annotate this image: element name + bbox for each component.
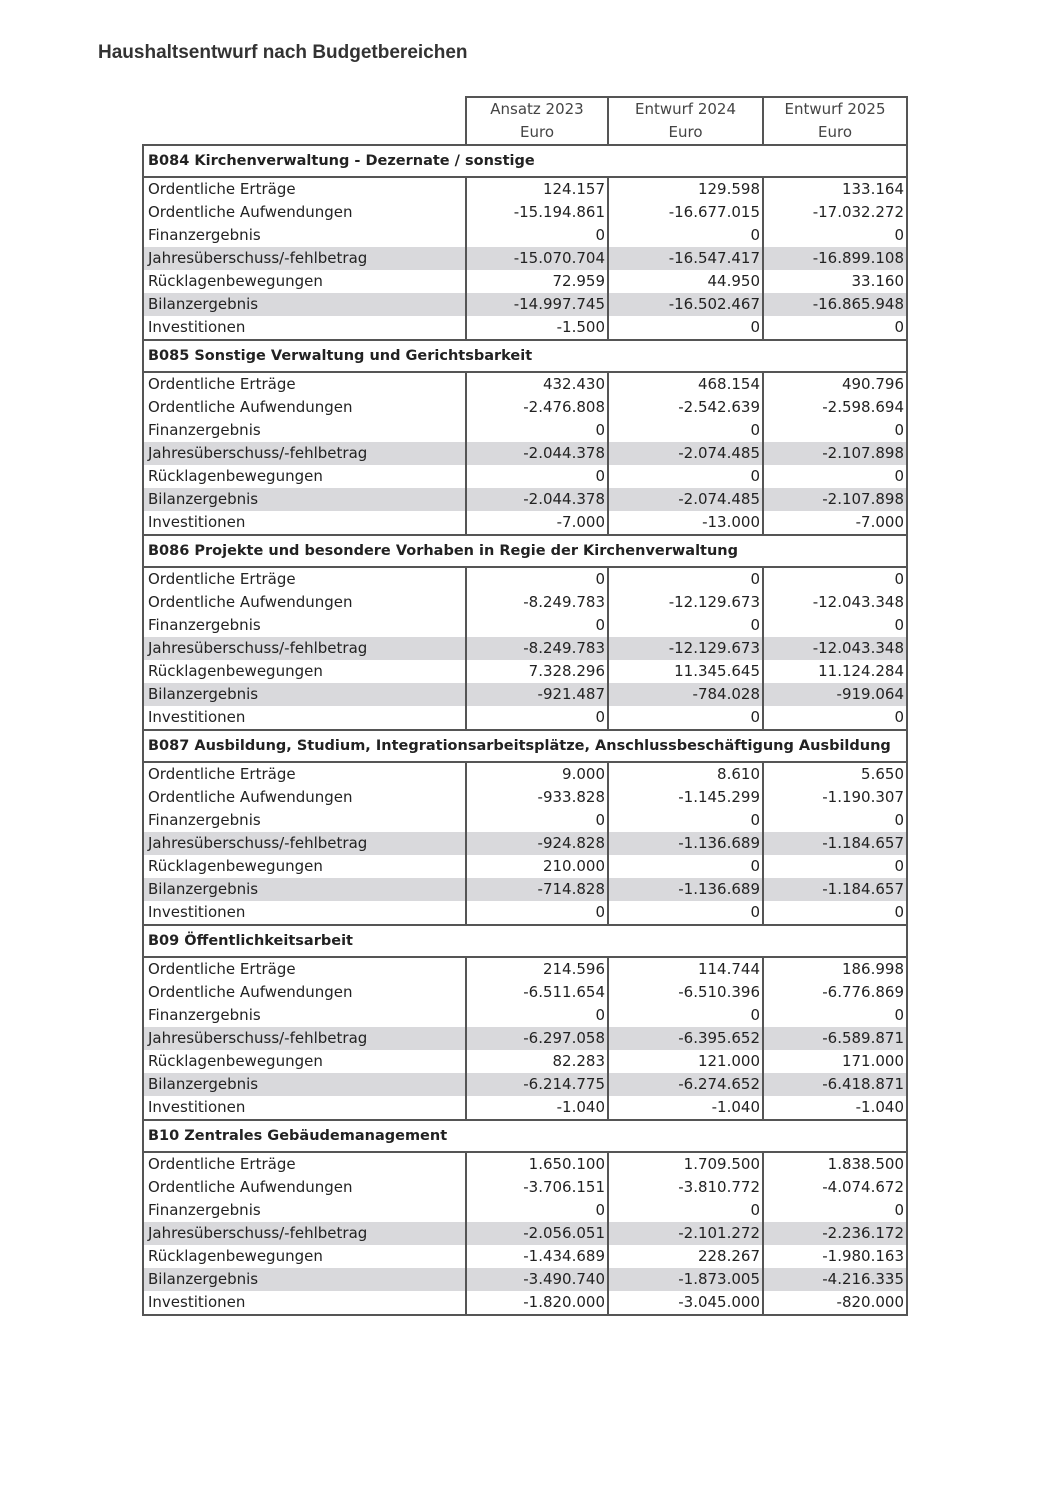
budget-table-body: [143, 97, 907, 1315]
row-value: -6.776.869: [763, 981, 907, 1004]
table-row: [143, 591, 907, 614]
table-row: [143, 1268, 907, 1291]
table-row: [143, 1027, 907, 1050]
section-header-row: [143, 1120, 907, 1152]
row-value: 0: [466, 614, 608, 637]
header-row-unit: [143, 121, 907, 145]
row-label: Finanzergebnis: [143, 419, 466, 442]
row-value: 214.596: [466, 957, 608, 981]
row-value: 1.650.100: [466, 1152, 608, 1176]
row-value: 0: [608, 855, 763, 878]
table-row: [143, 1073, 907, 1096]
row-value: 0: [763, 706, 907, 730]
row-label: Ordentliche Erträge: [143, 762, 466, 786]
row-value: -6.297.058: [466, 1027, 608, 1050]
column-unit: Euro: [763, 121, 907, 145]
row-label: Bilanzergebnis: [143, 683, 466, 706]
table-row: [143, 901, 907, 925]
row-label: Ordentliche Erträge: [143, 1152, 466, 1176]
row-label: Rücklagenbewegungen: [143, 270, 466, 293]
column-header-ansatz-2023: Ansatz 2023: [466, 97, 608, 121]
row-value: 33.160: [763, 270, 907, 293]
row-value: -924.828: [466, 832, 608, 855]
row-value: -714.828: [466, 878, 608, 901]
row-label: Bilanzergebnis: [143, 1073, 466, 1096]
table-row: [143, 1245, 907, 1268]
table-row: [143, 293, 907, 316]
row-label: Ordentliche Aufwendungen: [143, 396, 466, 419]
table-row: [143, 706, 907, 730]
row-value: -933.828: [466, 786, 608, 809]
row-value: 11.124.284: [763, 660, 907, 683]
row-label: Bilanzergebnis: [143, 293, 466, 316]
column-header-entwurf-2025: Entwurf 2025: [763, 97, 907, 121]
row-value: -3.045.000: [608, 1291, 763, 1315]
row-value: -1.500: [466, 316, 608, 340]
row-value: 121.000: [608, 1050, 763, 1073]
section-header-row: [143, 730, 907, 762]
table-row: [143, 224, 907, 247]
table-row: [143, 247, 907, 270]
row-label: Rücklagenbewegungen: [143, 660, 466, 683]
row-label: Ordentliche Erträge: [143, 177, 466, 201]
row-value: -6.395.652: [608, 1027, 763, 1050]
row-value: 0: [763, 419, 907, 442]
row-value: 0: [466, 419, 608, 442]
row-value: -1.820.000: [466, 1291, 608, 1315]
section-header-row: [143, 145, 907, 177]
row-label: Rücklagenbewegungen: [143, 855, 466, 878]
row-value: -784.028: [608, 683, 763, 706]
row-value: 0: [466, 1004, 608, 1027]
row-value: -820.000: [763, 1291, 907, 1315]
row-value: 8.610: [608, 762, 763, 786]
row-value: 0: [608, 1004, 763, 1027]
section-header-row: [143, 535, 907, 567]
row-label: Ordentliche Erträge: [143, 372, 466, 396]
row-value: -2.044.378: [466, 488, 608, 511]
row-value: -7.000: [763, 511, 907, 535]
row-value: 0: [466, 706, 608, 730]
table-row: [143, 809, 907, 832]
row-value: 0: [466, 1199, 608, 1222]
row-value: -2.074.485: [608, 442, 763, 465]
section-header-row: [143, 340, 907, 372]
header-corner-unit: [143, 121, 466, 145]
column-unit: Euro: [466, 121, 608, 145]
table-row: [143, 372, 907, 396]
row-value: -1.184.657: [763, 832, 907, 855]
row-value: 0: [763, 567, 907, 591]
row-value: 0: [608, 567, 763, 591]
row-label: Rücklagenbewegungen: [143, 1245, 466, 1268]
row-label: Finanzergebnis: [143, 1004, 466, 1027]
row-value: -1.434.689: [466, 1245, 608, 1268]
row-value: 5.650: [763, 762, 907, 786]
row-value: -17.032.272: [763, 201, 907, 224]
row-value: 0: [466, 901, 608, 925]
table-row: [143, 396, 907, 419]
row-label: Finanzergebnis: [143, 614, 466, 637]
table-row: [143, 1291, 907, 1315]
row-label: Investitionen: [143, 316, 466, 340]
row-label: Rücklagenbewegungen: [143, 465, 466, 488]
row-value: 0: [466, 567, 608, 591]
row-value: -8.249.783: [466, 591, 608, 614]
table-row: [143, 1096, 907, 1120]
table-row: [143, 683, 907, 706]
row-value: 0: [466, 809, 608, 832]
row-value: 0: [608, 224, 763, 247]
row-label: Ordentliche Aufwendungen: [143, 591, 466, 614]
table-row: [143, 1176, 907, 1199]
row-value: 432.430: [466, 372, 608, 396]
row-value: -4.216.335: [763, 1268, 907, 1291]
row-value: 44.950: [608, 270, 763, 293]
row-label: Bilanzergebnis: [143, 488, 466, 511]
row-value: -4.074.672: [763, 1176, 907, 1199]
row-label: Finanzergebnis: [143, 1199, 466, 1222]
row-value: -7.000: [466, 511, 608, 535]
table-row: [143, 511, 907, 535]
row-value: -12.043.348: [763, 591, 907, 614]
row-value: -6.418.871: [763, 1073, 907, 1096]
row-label: Jahresüberschuss/-fehlbetrag: [143, 1222, 466, 1245]
row-value: 0: [763, 614, 907, 637]
row-value: 114.744: [608, 957, 763, 981]
row-value: 11.345.645: [608, 660, 763, 683]
row-value: -16.502.467: [608, 293, 763, 316]
section-title: B087 Ausbildung, Studium, Integrationsarbeitsplätze, Anschlussbeschäftigung Ausbildung: [143, 730, 907, 762]
row-value: 0: [608, 419, 763, 442]
row-value: -2.542.639: [608, 396, 763, 419]
row-value: -16.547.417: [608, 247, 763, 270]
row-value: -15.070.704: [466, 247, 608, 270]
row-value: 186.998: [763, 957, 907, 981]
table-row: [143, 488, 907, 511]
row-value: -1.136.689: [608, 832, 763, 855]
table-row: [143, 1199, 907, 1222]
row-value: 0: [608, 1199, 763, 1222]
row-label: Ordentliche Aufwendungen: [143, 201, 466, 224]
table-row: [143, 660, 907, 683]
row-value: -13.000: [608, 511, 763, 535]
row-label: Jahresüberschuss/-fehlbetrag: [143, 442, 466, 465]
row-value: -12.129.673: [608, 591, 763, 614]
row-value: -12.043.348: [763, 637, 907, 660]
row-value: 0: [608, 809, 763, 832]
row-value: -2.107.898: [763, 442, 907, 465]
row-value: 0: [608, 465, 763, 488]
row-label: Investitionen: [143, 1096, 466, 1120]
table-row: [143, 957, 907, 981]
row-value: 0: [608, 614, 763, 637]
row-value: -6.510.396: [608, 981, 763, 1004]
row-value: 7.328.296: [466, 660, 608, 683]
row-label: Investitionen: [143, 901, 466, 925]
row-label: Ordentliche Erträge: [143, 567, 466, 591]
table-row: [143, 567, 907, 591]
row-value: -6.589.871: [763, 1027, 907, 1050]
table-row: [143, 177, 907, 201]
row-value: 468.154: [608, 372, 763, 396]
table-row: [143, 786, 907, 809]
row-value: 1.838.500: [763, 1152, 907, 1176]
row-value: -6.274.652: [608, 1073, 763, 1096]
header-corner: [143, 97, 466, 121]
table-row: [143, 1222, 907, 1245]
row-value: 133.164: [763, 177, 907, 201]
row-value: -1.190.307: [763, 786, 907, 809]
row-value: 0: [608, 706, 763, 730]
row-value: 0: [608, 901, 763, 925]
row-value: -16.865.948: [763, 293, 907, 316]
row-value: 0: [466, 465, 608, 488]
table-row: [143, 201, 907, 224]
row-value: -16.677.015: [608, 201, 763, 224]
row-value: -1.136.689: [608, 878, 763, 901]
row-value: -919.064: [763, 683, 907, 706]
row-value: 0: [763, 465, 907, 488]
row-label: Finanzergebnis: [143, 224, 466, 247]
row-value: 0: [763, 316, 907, 340]
section-title: B084 Kirchenverwaltung - Dezernate / sonstige: [143, 145, 907, 177]
row-value: -921.487: [466, 683, 608, 706]
row-value: -1.040: [763, 1096, 907, 1120]
section-header-row: [143, 925, 907, 957]
row-value: 9.000: [466, 762, 608, 786]
row-value: 228.267: [608, 1245, 763, 1268]
row-value: -2.476.808: [466, 396, 608, 419]
row-label: Finanzergebnis: [143, 809, 466, 832]
table-row: [143, 465, 907, 488]
row-value: 0: [763, 809, 907, 832]
table-row: [143, 832, 907, 855]
row-value: -6.511.654: [466, 981, 608, 1004]
row-value: 0: [763, 855, 907, 878]
table-row: [143, 878, 907, 901]
row-label: Ordentliche Aufwendungen: [143, 1176, 466, 1199]
table-row: [143, 419, 907, 442]
row-value: 0: [763, 1004, 907, 1027]
row-value: -2.056.051: [466, 1222, 608, 1245]
row-value: -2.074.485: [608, 488, 763, 511]
row-label: Investitionen: [143, 706, 466, 730]
row-value: -1.145.299: [608, 786, 763, 809]
row-value: -2.101.272: [608, 1222, 763, 1245]
row-label: Investitionen: [143, 511, 466, 535]
row-value: 124.157: [466, 177, 608, 201]
row-value: -16.899.108: [763, 247, 907, 270]
row-value: 0: [466, 224, 608, 247]
row-value: -2.236.172: [763, 1222, 907, 1245]
row-value: 1.709.500: [608, 1152, 763, 1176]
section-title: B086 Projekte und besondere Vorhaben in Regie der Kirchenverwaltung: [143, 535, 907, 567]
header-row-years: [143, 97, 907, 121]
row-label: Ordentliche Aufwendungen: [143, 786, 466, 809]
row-value: 210.000: [466, 855, 608, 878]
table-row: [143, 614, 907, 637]
row-value: -14.997.745: [466, 293, 608, 316]
page-title: Haushaltsentwurf nach Budgetbereichen: [98, 42, 468, 63]
table-row: [143, 1050, 907, 1073]
row-value: 129.598: [608, 177, 763, 201]
row-value: -12.129.673: [608, 637, 763, 660]
row-value: -6.214.775: [466, 1073, 608, 1096]
table-row: [143, 1004, 907, 1027]
row-value: -3.706.151: [466, 1176, 608, 1199]
table-row: [143, 637, 907, 660]
row-value: 0: [763, 1199, 907, 1222]
table-row: [143, 855, 907, 878]
table-row: [143, 1152, 907, 1176]
row-label: Rücklagenbewegungen: [143, 1050, 466, 1073]
row-value: 490.796: [763, 372, 907, 396]
section-title: B10 Zentrales Gebäudemanagement: [143, 1120, 907, 1152]
row-value: 72.959: [466, 270, 608, 293]
row-label: Ordentliche Erträge: [143, 957, 466, 981]
column-header-entwurf-2024: Entwurf 2024: [608, 97, 763, 121]
row-label: Jahresüberschuss/-fehlbetrag: [143, 1027, 466, 1050]
row-value: 0: [608, 316, 763, 340]
row-value: -8.249.783: [466, 637, 608, 660]
row-label: Ordentliche Aufwendungen: [143, 981, 466, 1004]
table-row: [143, 270, 907, 293]
row-value: -2.107.898: [763, 488, 907, 511]
row-value: -1.980.163: [763, 1245, 907, 1268]
table-row: [143, 762, 907, 786]
table-row: [143, 981, 907, 1004]
budget-table: [142, 96, 908, 1316]
row-value: -3.810.772: [608, 1176, 763, 1199]
table-row: [143, 442, 907, 465]
row-value: -2.598.694: [763, 396, 907, 419]
row-value: -1.184.657: [763, 878, 907, 901]
column-unit: Euro: [608, 121, 763, 145]
row-value: -1.873.005: [608, 1268, 763, 1291]
row-label: Investitionen: [143, 1291, 466, 1315]
row-value: 0: [763, 901, 907, 925]
row-label: Jahresüberschuss/-fehlbetrag: [143, 247, 466, 270]
row-label: Bilanzergebnis: [143, 1268, 466, 1291]
row-value: -1.040: [608, 1096, 763, 1120]
row-label: Bilanzergebnis: [143, 878, 466, 901]
row-label: Jahresüberschuss/-fehlbetrag: [143, 832, 466, 855]
table-row: [143, 316, 907, 340]
section-title: B085 Sonstige Verwaltung und Gerichtsbarkeit: [143, 340, 907, 372]
row-label: Jahresüberschuss/-fehlbetrag: [143, 637, 466, 660]
section-title: B09 Öffentlichkeitsarbeit: [143, 925, 907, 957]
row-value: 0: [763, 224, 907, 247]
row-value: 171.000: [763, 1050, 907, 1073]
row-value: -3.490.740: [466, 1268, 608, 1291]
row-value: -1.040: [466, 1096, 608, 1120]
row-value: -15.194.861: [466, 201, 608, 224]
row-value: 82.283: [466, 1050, 608, 1073]
row-value: -2.044.378: [466, 442, 608, 465]
